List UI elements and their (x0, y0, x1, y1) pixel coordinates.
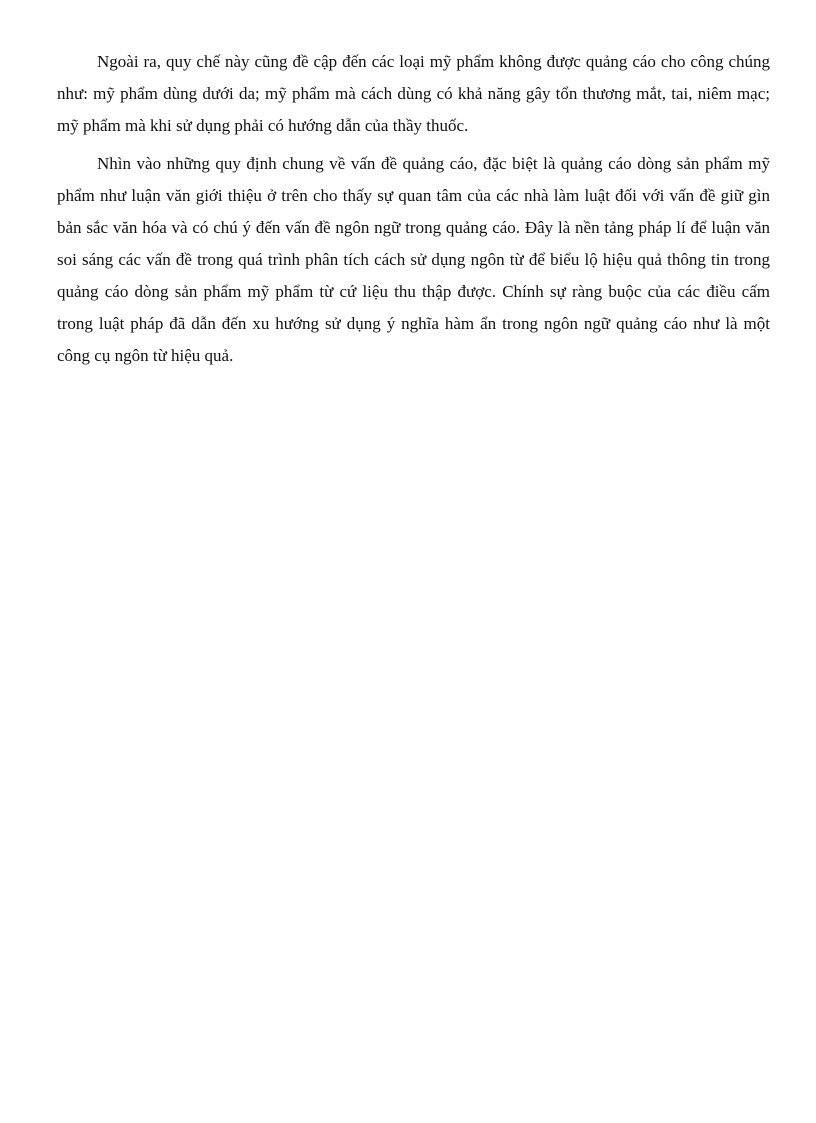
paragraph-2: Nhìn vào những quy định chung về vấn đề quảng cáo, đặc biệt là quảng cáo dòng sản phẩm mỹ phẩm như luận văn giới thiệu ở trên cho thấy sự quan tâm của các nhà làm luật đối với vấn đề giữ gìn bản sắc văn hóa và có chú ý đến vấn đề ngôn ngữ trong quảng cáo. Đây là nền tảng pháp lí để luận văn soi sáng các vấn đề trong quá trình phân tích cách sử dụng ngôn từ để biểu lộ hiệu quả thông tin trong quảng cáo dòng sản phẩm mỹ phẩm từ cứ liệu thu thập được. Chính sự ràng buộc của các điều cấm trong luật pháp đã dẫn đến xu hướng sử dụng ý nghĩa hàm ẩn trong ngôn ngữ quảng cáo như là một công cụ ngôn từ hiệu quả. (57, 154, 770, 365)
paragraph-1: Ngoài ra, quy chế này cũng đề cập đến các loại mỹ phẩm không được quảng cáo cho công chúng như: mỹ phẩm dùng dưới da; mỹ phẩm mà cách dùng có khả năng gây tổn thương mắt, tai, niêm mạc; mỹ phẩm mà khi sử dụng phải có hướng dẫn của thầy thuốc. (57, 52, 770, 135)
document-page (57, 46, 770, 378)
